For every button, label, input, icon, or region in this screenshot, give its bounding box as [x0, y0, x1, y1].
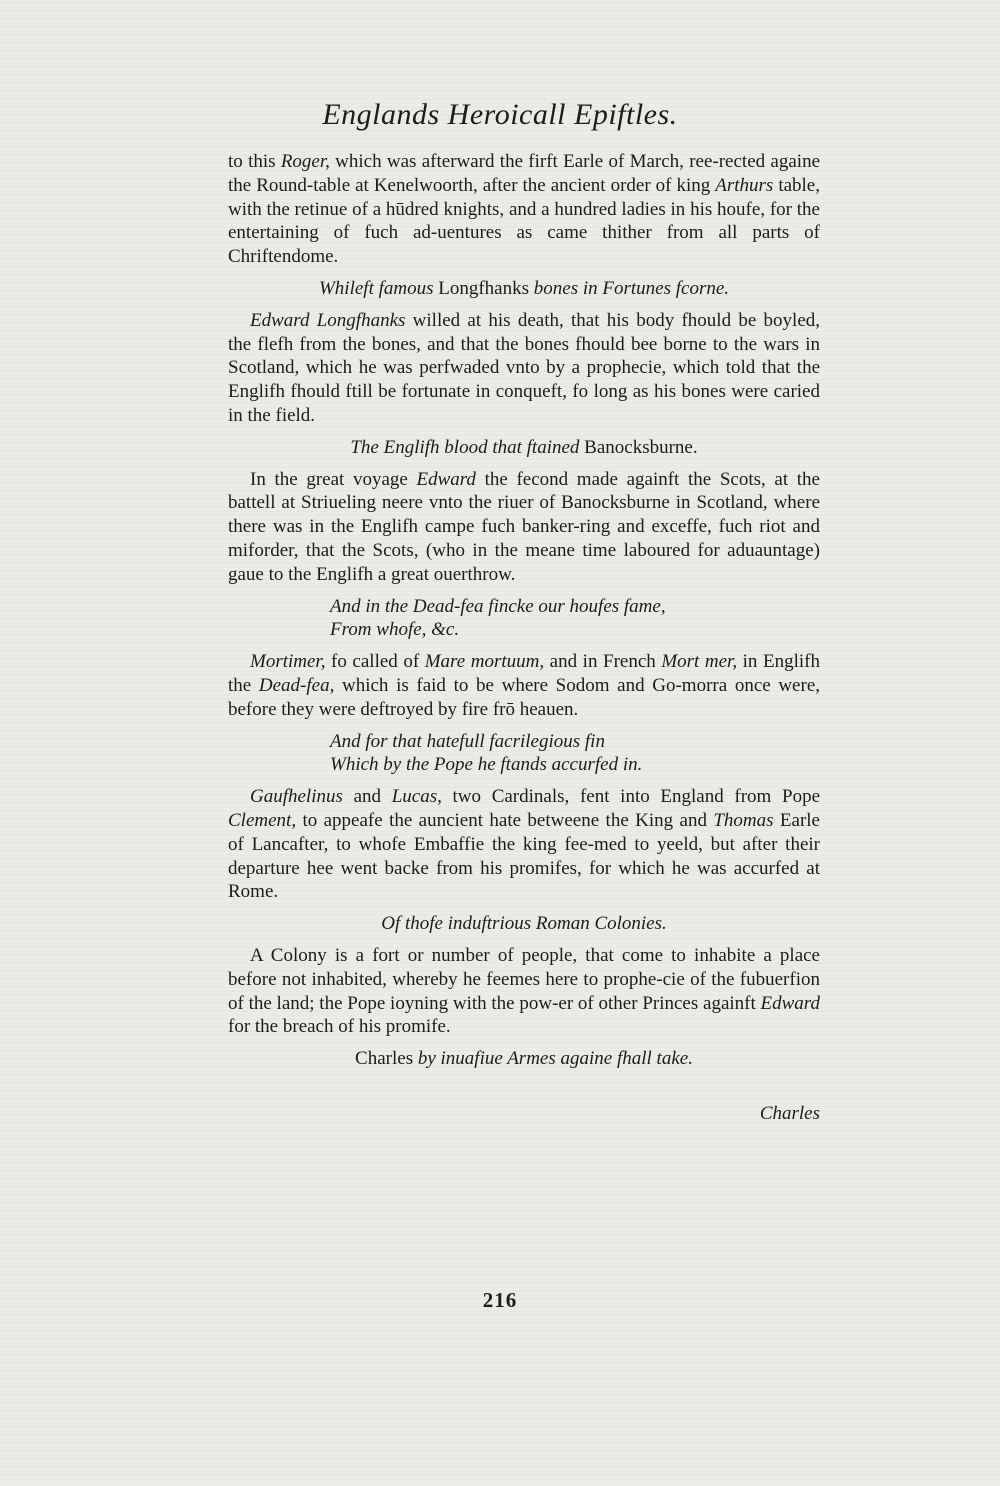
verse-sacrilegious: And for that hatefull facrilegious fin Which by the Pope he ftands accurfed in. — [330, 730, 643, 776]
paragraph-cardinals: Gaufhelinus and Lucas, two Cardinals, fent into England from Pope Clement, to appeafe the auncient hate betweene the King and Thomas Earle of Lancafter, to whofe Embaffie the king fee-med to yeeld, but after their departure hee went backe from his promifes, for which he was accurfed at Rome. — [228, 786, 820, 903]
page-number: 216 — [482, 1288, 518, 1312]
quote-longshanks: Whileft famous Longfhanks bones in Fortunes fcorne. — [318, 277, 730, 299]
paragraph-colony: A Colony is a fort or number of people, that come to inhabite a place before not inhabited, whereby he feemes here to prophe-cie of the fubuerfion of the land; the Pope ioyning with the pow-er of other Princes againft Edward for the breach of his promife. — [228, 944, 820, 1038]
text-block — [228, 150, 820, 1079]
paragraph-longshanks: Edward Longfhanks willed at his death, that his body fhould be boyled, the flefh from the bones, and that the bones fhould bee borne to the wars in Scotland, which he was perfwaded vnto by a prophecie, which told that the Englifh fhould ftill be fortunate in conqueft, fo long as his bones were caried in the field. — [228, 309, 820, 426]
quote-banocksburne: The Englifh blood that ftained Banocksburne. — [350, 436, 698, 458]
paragraph-roger: to this Roger, which was afterward the firft Earle of March, ree-rected againe the Round-table at Kenelwoorth, after the ancient order of king Arthurs table, with the retinue of a hūdred knights, and a hundred ladies in his houfe, for the entertaining of fuch ad-uentures as came thither from all parts of Chriftendome. — [228, 151, 821, 268]
catchword: Charles — [759, 1103, 820, 1124]
running-head: Englands Heroicall Epiftles. — [322, 98, 678, 131]
paragraph-mortimer: Mortimer, fo called of Mare mortuum, and in French Mort mer, in Englifh the Dead-fea, which is faid to be where Sodom and Go-morra once were, before they were deftroyed by fire frō heauen. — [228, 651, 820, 720]
paragraph-voyage: In the great voyage Edward the fecond made againft the Scots, at the battell at Striueling neere vnto the riuer of Banocksburne in Scotland, where there was in the Englifh campe fuch banker-ring and exceffe, fuch riot and miforder, that the Scots, (who in the meane time laboured for aduauntage) gaue to the Englifh a great ouerthrow. — [228, 468, 820, 585]
quote-colonies: Of thofe induftrious Roman Colonies. — [381, 913, 667, 935]
quote-charles: Charles by inuafiue Armes againe fhall take. — [355, 1048, 693, 1070]
verse-dead-sea: And in the Dead-fea fincke our houfes fame, From whofe, &c. — [330, 595, 666, 641]
